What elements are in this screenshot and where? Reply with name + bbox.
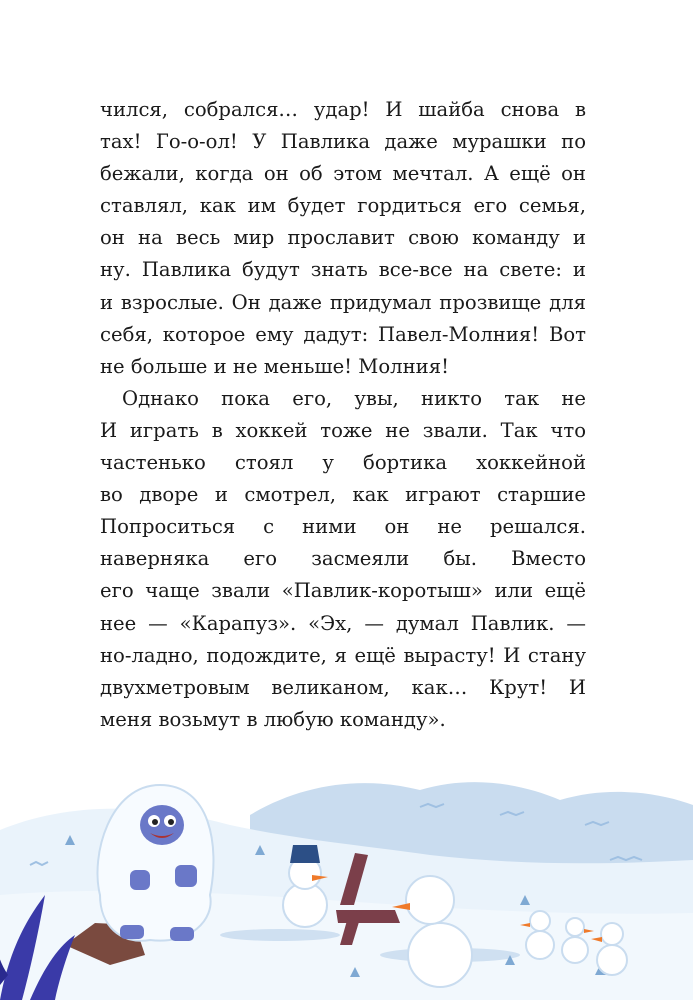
text-line: его чаще звали «Павлик-коротыш» или ещё xyxy=(100,579,586,603)
text-line: Попроситься с ними он не решался. xyxy=(100,515,586,539)
text-line: двухметровым великаном, как… Крут! И xyxy=(100,675,586,699)
text-line: чился, собрался… удар! И шайба снова в xyxy=(100,98,586,121)
text-line: нее — «Карапуз». «Эх, — думал Павлик. — xyxy=(100,611,586,635)
paragraph-1 xyxy=(100,94,586,383)
text-line: себя, которое ему дадут: Павел-Молния! Вот xyxy=(100,322,586,346)
text-line: наверняка его засмеяли бы. Вместо xyxy=(100,547,586,571)
snow-shadow xyxy=(220,929,340,941)
winter-illustration xyxy=(0,745,693,1000)
text-line: тах! Го-о-ол! У Павлика даже мурашки по xyxy=(100,130,586,154)
text-line: частенько стоял у бортика хоккейной xyxy=(100,451,586,475)
text-line: ну. Павлика будут знать все-все на свете: и xyxy=(100,258,586,282)
story-text xyxy=(100,94,586,736)
text-line: и взрослые. Он даже придумал прозвище для xyxy=(100,290,586,314)
text-line: ставлял, как им будет гордиться его семья, xyxy=(100,194,586,218)
text-line: не больше и не меньше! Молния! xyxy=(100,354,449,378)
text-line: И играть в хоккей тоже не звали. Так что xyxy=(100,418,586,442)
paragraph-2 xyxy=(100,383,586,736)
text-line: Однако пока его, увы, никто так не xyxy=(122,386,586,410)
text-line: но-ладно, подождите, я ещё вырасту! И стану xyxy=(100,643,586,667)
text-line: бежали, когда он об этом мечтал. А ещё он xyxy=(100,162,586,186)
text-line: во дворе и смотрел, как играют старшие xyxy=(100,483,586,507)
text-line: он на весь мир прославит свою команду и xyxy=(100,226,586,250)
text-line: меня возьмут в любую команду». xyxy=(100,707,446,731)
